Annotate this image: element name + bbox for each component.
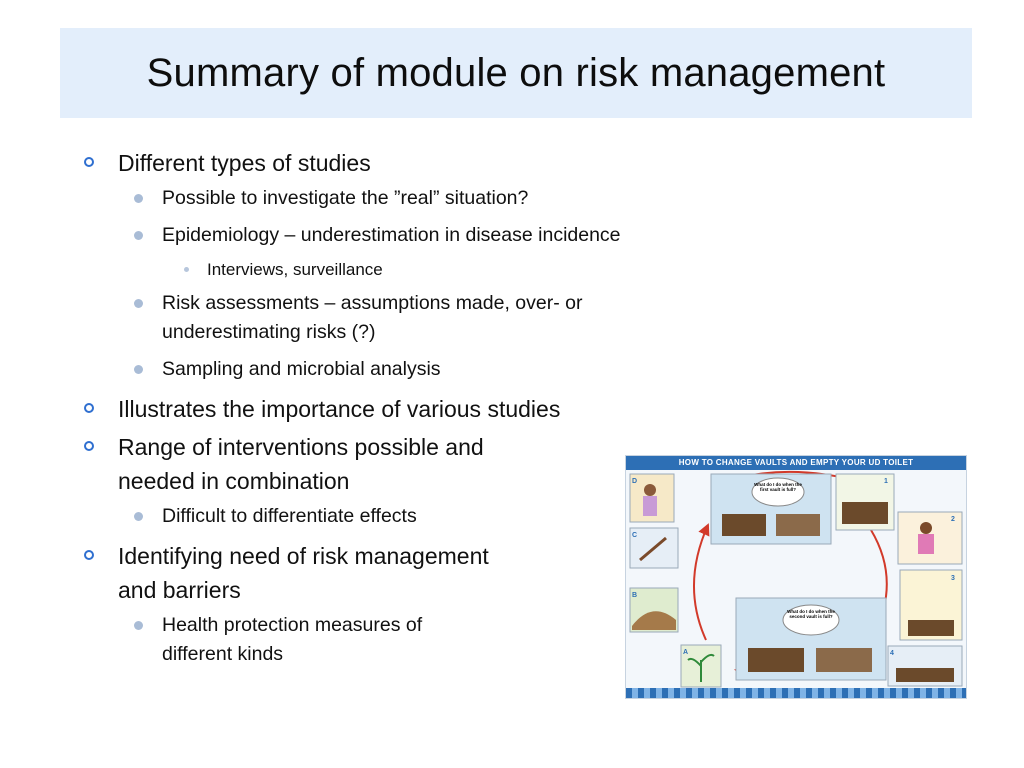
- person-body: [643, 496, 657, 516]
- sub-bullet-text: Epidemiology – underestimation in disease incidence: [162, 224, 621, 246]
- small-dot-bullet-icon: [184, 267, 189, 272]
- illustration-footer-band: [626, 688, 966, 698]
- sub-bullet-epidemiology: [84, 221, 724, 250]
- bullet-text-line2: and barriers: [118, 577, 241, 603]
- cycle-arrow-left: [694, 525, 708, 640]
- ud-toilet-illustration: [625, 455, 967, 699]
- bullet-risk-management: [84, 539, 678, 607]
- panel-label: B: [632, 592, 638, 599]
- question-text-top-wrap: [753, 482, 803, 504]
- bullet-importance: [84, 392, 724, 426]
- ring-bullet-icon: [84, 441, 94, 451]
- title-band: [60, 28, 972, 118]
- panel-4-vault: [896, 668, 954, 682]
- illustration-header: HOW TO CHANGE VAULTS AND EMPTY YOUR UD TOILET: [626, 456, 966, 470]
- dot-bullet-icon: [134, 621, 143, 630]
- sub-bullet-text-line1: Health protection measures of: [162, 614, 423, 636]
- bullet-interventions: [84, 430, 678, 498]
- panel-label: 2: [951, 516, 955, 523]
- panel-label: A: [683, 649, 689, 656]
- sub-bullet-real-situation: [84, 184, 724, 213]
- question-text-top: What do I do when the first vault is full?: [754, 482, 802, 492]
- dot-bullet-icon: [134, 512, 143, 521]
- panel-3-vault: [908, 620, 954, 636]
- question-text-bottom: What do I do when the second vault is full?: [787, 609, 835, 619]
- person-body: [918, 534, 934, 554]
- illustration-drawing: [626, 470, 966, 690]
- vault-bottom-left: [748, 648, 804, 672]
- sub-bullet-text: Difficult to differentiate effects: [162, 505, 417, 527]
- bullet-text-line1: Identifying need of risk management: [118, 543, 489, 569]
- question-text-bottom-wrap: [784, 609, 838, 633]
- sub-sub-bullet-interviews: [84, 258, 724, 282]
- dot-bullet-icon: [134, 365, 143, 374]
- person-figure: [644, 484, 656, 496]
- dot-bullet-icon: [134, 194, 143, 203]
- ring-bullet-icon: [84, 403, 94, 413]
- vault-bottom-right: [816, 648, 872, 672]
- dot-bullet-icon: [134, 231, 143, 240]
- bullet-text: Illustrates the importance of various studies: [118, 396, 561, 422]
- sub-bullet-text-line2: underestimating risks (?): [162, 321, 376, 343]
- panel-label: 4: [890, 650, 894, 657]
- sub-bullet-text: Possible to investigate the ”real” situation?: [162, 187, 529, 209]
- sub-bullet-text: Sampling and microbial analysis: [162, 358, 441, 380]
- bullet-text-line1: Range of interventions possible and: [118, 434, 484, 460]
- sub-sub-bullet-text: Interviews, surveillance: [207, 260, 383, 279]
- panel-label: 3: [951, 575, 955, 582]
- vault-top-left: [722, 514, 766, 536]
- sub-bullet-risk-assessments: [84, 289, 724, 347]
- panel-label: 1: [884, 478, 888, 485]
- panel-label: C: [632, 532, 638, 539]
- bullet-text: Different types of studies: [118, 150, 371, 176]
- bullet-text-line2: needed in combination: [118, 468, 350, 494]
- person-figure: [920, 522, 932, 534]
- sub-bullet-text-line1: Risk assessments – assumptions made, over- or: [162, 292, 583, 314]
- bullet-study-types: [84, 146, 724, 180]
- vault-top-right: [776, 514, 820, 536]
- sub-bullet-sampling: [84, 355, 724, 384]
- ring-bullet-icon: [84, 157, 94, 167]
- panel-label: D: [632, 478, 638, 485]
- slide-title: Summary of module on risk management: [146, 50, 886, 95]
- dot-bullet-icon: [134, 299, 143, 308]
- sub-bullet-text-line2: different kinds: [162, 643, 284, 665]
- ring-bullet-icon: [84, 550, 94, 560]
- panel-1-vault: [842, 502, 888, 524]
